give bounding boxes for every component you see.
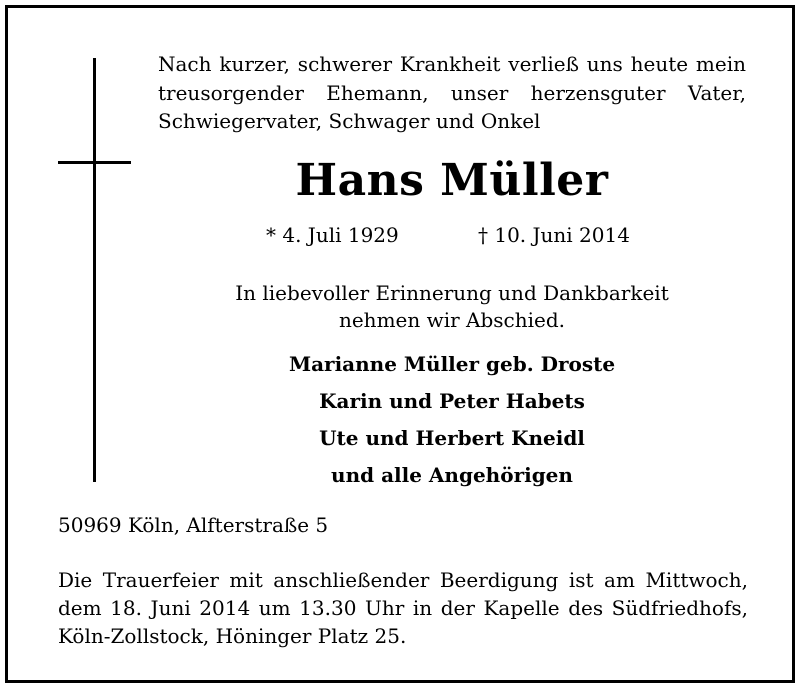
death-date: † 10. Juni 2014: [478, 223, 630, 247]
cross-vertical-bar: [93, 58, 96, 482]
memory-line: In liebevoller Erinnerung und Dankbarkeit: [235, 281, 669, 305]
family-member: Marianne Müller geb. Droste: [288, 352, 616, 376]
family-member: und alle Angehörigen: [331, 463, 573, 487]
obituary-notice: [5, 5, 795, 683]
family-member: Karin und Peter Habets: [319, 389, 585, 413]
memory-line: nehmen wir Abschied.: [338, 308, 566, 332]
birth-date: * 4. Juli 1929: [266, 223, 399, 247]
intro-text: Nach kurzer, schwerer Krankheit verließ uns heute mein treusorgender Ehemann, unser herzensguter Vater, Schwiegervater, Schwager und Onkel: [158, 52, 746, 133]
funeral-info: Die Trauerfeier mit anschließender Beerdigung ist am Mittwoch, dem 18. Juni 2014 um 13.30 Uhr in der Kapelle des Südfriedhofs, Köln-Zollstock, Höninger Platz 25.: [58, 568, 748, 648]
cross-horizontal-bar: [58, 161, 131, 164]
deceased-name: Hans Müller: [295, 155, 609, 206]
family-member: Ute und Herbert Kneidl: [319, 426, 585, 450]
family-list: [158, 346, 746, 494]
memory-text: [158, 280, 746, 334]
address: 50969 Köln, Alfterstraße 5: [58, 513, 329, 537]
